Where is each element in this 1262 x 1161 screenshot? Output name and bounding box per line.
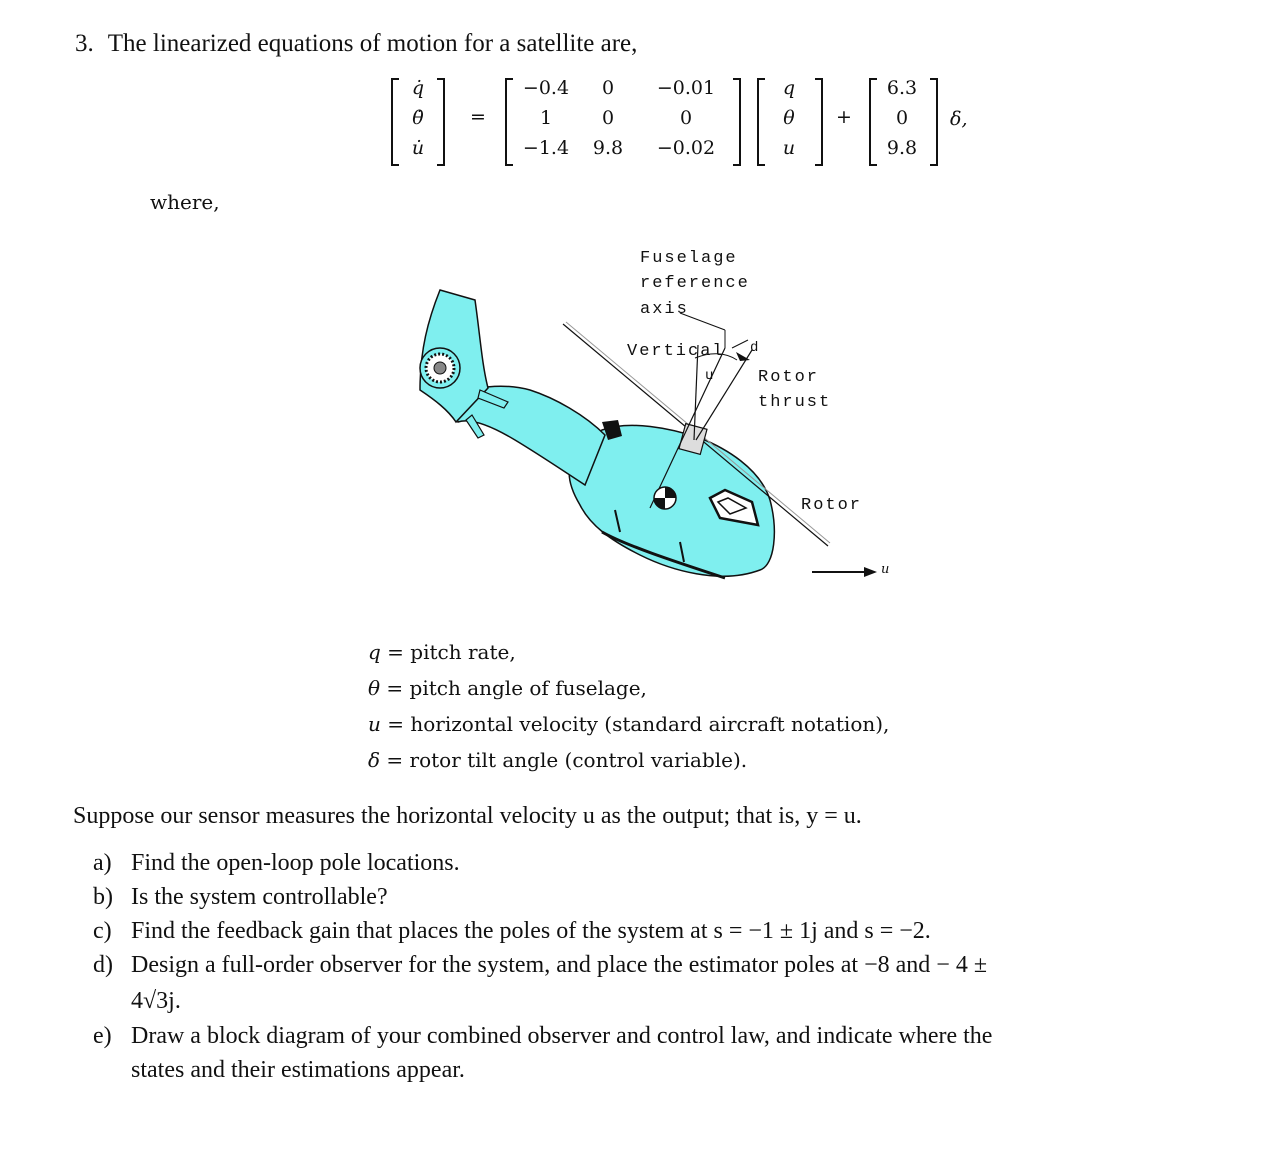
where-label: where, xyxy=(150,190,220,214)
helicopter-diagram xyxy=(380,240,900,600)
bracket-left xyxy=(757,78,765,166)
definition-item: q = pitch rate, xyxy=(368,640,516,664)
rotor-thrust-label-line1: Rotor xyxy=(758,368,820,387)
bracket-right xyxy=(733,78,741,166)
lhs-u-dot: u̇ xyxy=(411,137,425,159)
definition-item: δ = rotor tilt angle (control variable). xyxy=(368,748,748,772)
bracket-right xyxy=(930,78,938,166)
matrix-a-cell: −0.4 xyxy=(522,77,570,99)
problem-statement xyxy=(75,30,637,58)
matrix-a-cell: −1.4 xyxy=(522,137,570,159)
vertical-label: Vertical xyxy=(627,342,725,361)
plus-sign: + xyxy=(836,106,852,128)
equals-sign: = xyxy=(470,106,486,128)
matrix-b-cell: 9.8 xyxy=(886,137,918,159)
angle-u-label: u xyxy=(705,368,716,384)
output-statement: Suppose our sensor measures the horizontal velocity u as the output; that is, y = u. xyxy=(73,803,862,829)
matrix-a-cell: 0 xyxy=(601,77,615,99)
matrix-a-cell: −0.01 xyxy=(656,77,716,99)
velocity-label: u xyxy=(881,562,892,577)
state-u: u xyxy=(782,137,796,159)
bracket-left xyxy=(391,78,399,166)
question-item: d) Design a full-order observer for the system, and place the estimator poles at −8 and − 4 ± xyxy=(93,952,987,978)
bracket-left xyxy=(505,78,513,166)
lhs-theta-dot: θ̇ xyxy=(412,107,424,129)
matrix-a-cell: 1 xyxy=(539,107,553,129)
bracket-right xyxy=(815,78,823,166)
matrix-b-cell: 0 xyxy=(895,107,909,129)
input-delta: δ, xyxy=(950,108,968,130)
definition-item: u = horizontal velocity (standard aircraft notation), xyxy=(368,712,890,736)
rotor-thrust-line xyxy=(696,350,752,440)
rotor-label: Rotor xyxy=(801,496,863,515)
question-item: a) Find the open-loop pole locations. xyxy=(93,850,460,876)
matrix-a-cell: 0 xyxy=(601,107,615,129)
angle-d-arc xyxy=(732,340,748,348)
fuselage-label-line2: reference xyxy=(640,274,750,293)
matrix-a-cell: 9.8 xyxy=(592,137,624,159)
problem-number: 3. xyxy=(75,30,94,57)
lhs-q-dot: q̇ xyxy=(411,77,425,99)
fuselage-label-line1: Fuselage xyxy=(640,249,738,268)
state-q: q xyxy=(782,77,796,99)
bracket-left xyxy=(869,78,877,166)
matrix-b-cell: 6.3 xyxy=(886,77,918,99)
angle-d-label: d xyxy=(750,340,761,356)
question-item: c) Find the feedback gain that places the poles of the system at s = −1 ± 1j and s = −2. xyxy=(93,918,931,944)
question-item-continuation: 4√3j. xyxy=(131,988,181,1014)
matrix-a-cell: 0 xyxy=(679,107,693,129)
problem-intro: The linearized equations of motion for a satellite are, xyxy=(107,30,638,57)
fuselage-label-line3: axis xyxy=(640,300,689,319)
rotor-thrust-label-line2: thrust xyxy=(758,393,832,412)
bracket-right xyxy=(437,78,445,166)
state-theta: θ xyxy=(783,107,795,129)
question-item: b) Is the system controllable? xyxy=(93,884,388,910)
question-item-continuation: states and their estimations appear. xyxy=(131,1057,465,1083)
question-item: e) Draw a block diagram of your combined observer and control law, and indicate where the xyxy=(93,1023,993,1049)
definition-item: θ = pitch angle of fuselage, xyxy=(368,676,647,700)
matrix-a-cell: −0.02 xyxy=(656,137,716,159)
